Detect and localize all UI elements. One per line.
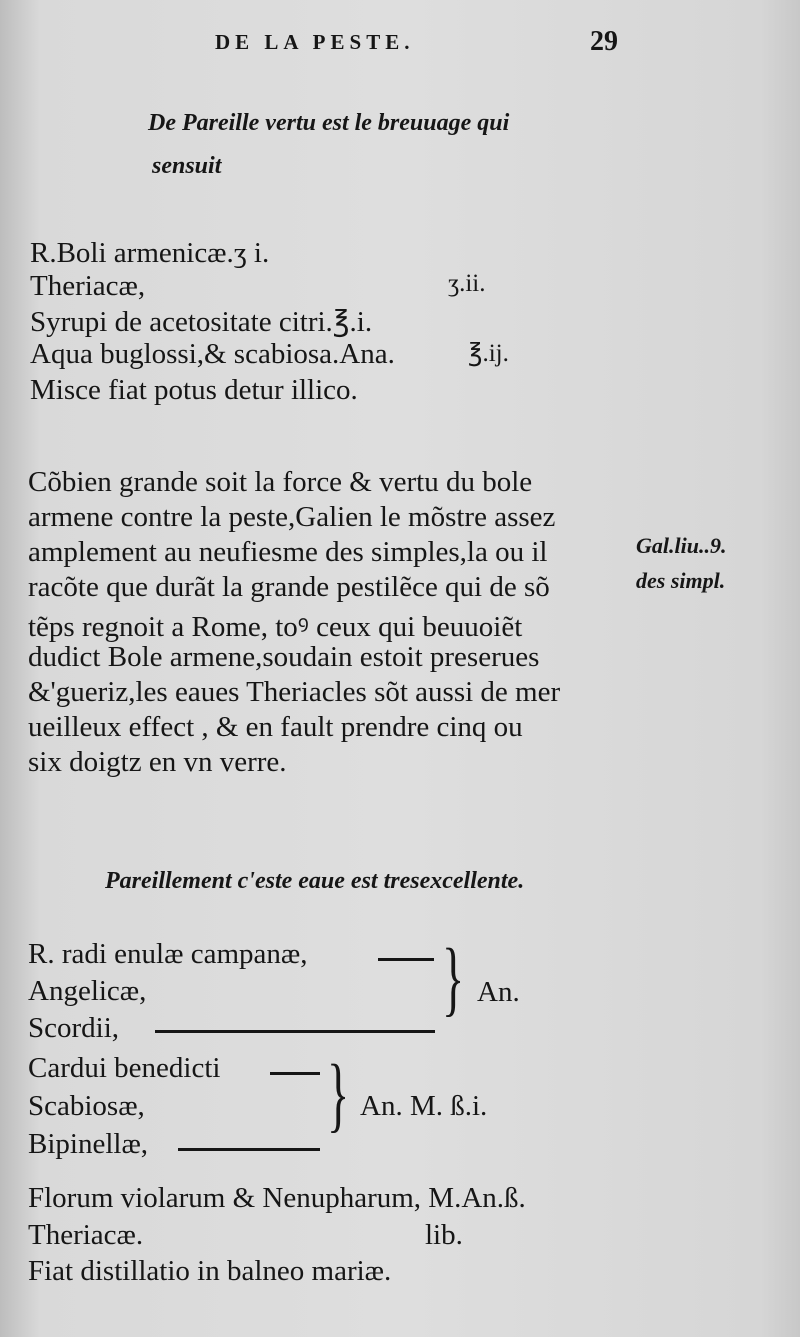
leader-rule [178,1148,320,1151]
paragraph-line1: Cõbien grande soit la force & vertu du bole [28,466,533,498]
page-number: 29 [590,26,618,57]
recipe1-line2-qty: ʒ.ii. [448,270,486,297]
recipe2-line6: Bipinellæ, [28,1128,149,1160]
recipe2-line8: Theriacæ. [28,1219,144,1251]
section2-heading: Pareillement c'este eaue est tresexcellente. [105,868,525,894]
paragraph-line9: six doigtz en vn verre. [28,746,287,778]
recipe1-line3: Syrupi de acetositate citri.℥.i. [30,306,373,338]
paragraph-line2: armene contre la peste,Galien le mõstre assez [28,501,556,533]
paragraph-line6: dudict Bole armene,soudain estoit preserues [28,641,540,673]
recipe2-line7: Florum violarum & Nenupharum, M.An.ß. [28,1182,526,1214]
leader-rule [270,1072,320,1075]
paragraph-line8: ueilleux effect , & en fault prendre cinq ou [28,711,523,743]
recipe2-line3: Scordii, [28,1012,120,1044]
leader-rule [155,1030,435,1033]
paragraph-line5: tẽps regnoit a Rome, toꝰ ceux qui beuuoiẽt [28,611,523,643]
recipe2-group1-qty: An. [477,976,520,1008]
grouping-brace: } [442,932,465,1025]
recipe2-line9: Fiat distillatio in balneo mariæ. [28,1255,392,1287]
paragraph-line7: &'gueriz,les eaues Theriacles sõt aussi de mer [28,676,561,708]
paragraph-line4: racõte que durãt la grande pestilẽce qui de sõ [28,571,550,603]
recipe1-line5: Misce fiat potus detur illico. [30,374,358,406]
recipe2-line4: Cardui benedicti [28,1052,221,1084]
recipe2-line5: Scabiosæ, [28,1090,145,1122]
leader-rule [378,958,434,961]
recipe1-line2: Theriacæ, [30,270,146,302]
section-heading-line2: sensuit [152,153,222,179]
running-title: DE LA PESTE. [215,30,415,54]
grouping-brace: } [327,1048,350,1141]
recipe1-line1: R.Boli armenicæ.ʒ i. [30,237,270,269]
recipe2-line2: Angelicæ, [28,975,147,1007]
recipe1-line4-qty: ℥.ij. [468,340,509,367]
recipe2-line8-qty: lib. [425,1219,463,1251]
section-heading-line1: De Pareille vertu est le breuuage qui [148,110,510,136]
margin-note-line2: des simpl. [636,568,726,593]
recipe2-group2-qty: An. M. ß.i. [360,1090,488,1122]
paragraph-line3: amplement au neufiesme des simples,la ou il [28,536,548,568]
margin-note-line1: Gal.liu..9. [636,533,727,558]
recipe1-line4: Aqua buglossi,& scabiosa.Ana. [30,338,395,370]
recipe2-line1: R. radi enulæ campanæ, [28,938,308,970]
